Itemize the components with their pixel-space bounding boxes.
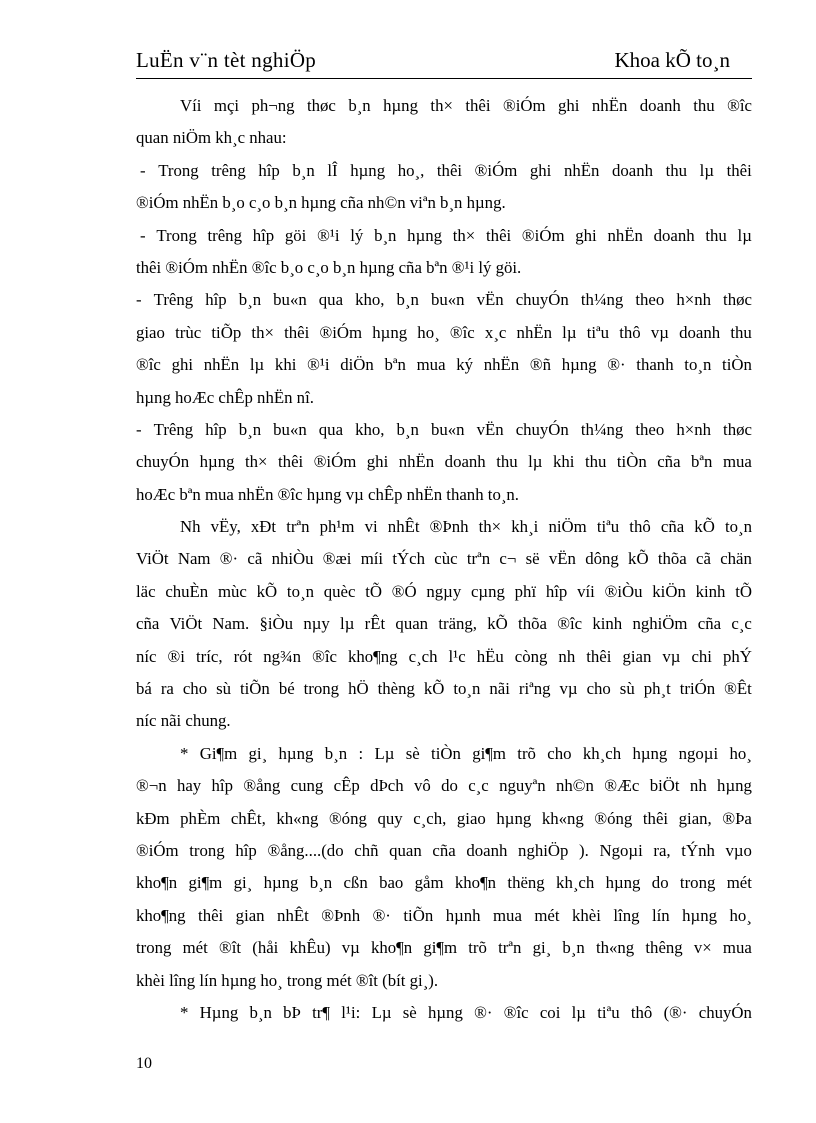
text-line: ViÖt Nam ®· cã nhiÒu ®æi míi tÝch cùc trªn c¬ së vËn dông kÕ thõa cã chän: [136, 549, 752, 569]
header-thesis-title: LuËn v¨n tèt nghiÖp: [136, 48, 317, 72]
text-line: ®iÓm nhËn b¸o c¸o b¸n hµng cña nh©n viªn b¸n hµng.: [136, 193, 506, 213]
text-line: trong mét ®ît (håi khÊu) vµ kho¶n gi¶m trõ trªn gi¸ b¸n th«ng thêng v× mua: [136, 938, 752, 958]
page-header: [136, 48, 752, 79]
header-department: Khoa kÕ to¸n: [614, 48, 730, 72]
text-line: ®îc ghi nhËn lµ khi ®¹i diÖn bªn mua ký nhËn ®ñ hµng ®· thanh to¸n tiÒn: [136, 355, 752, 375]
text-line: kÐm phÈm chÊt, kh«ng ®óng quy c¸ch, giao hµng kh«ng ®óng thêi gian, ®Þa: [136, 808, 752, 828]
text-line: kho¶n gi¶m gi¸ hµng b¸n cßn bao gåm kho¶n thëng kh¸ch hµng do trong mét: [136, 873, 752, 893]
text-line: hoÆc bªn mua nhËn ®îc hµng vµ chÊp nhËn thanh to¸n.: [136, 484, 520, 504]
text-line: giao trùc tiÕp th× thêi ®iÓm hµng ho¸ ®îc x¸c nhËn lµ tiªu thô vµ doanh thu: [136, 322, 752, 342]
text-line: kho¶ng thêi gian nhÊt ®Þnh ®· tiÕn hµnh mua mét khèi lîng lín hµng ho¸: [136, 905, 752, 925]
text-line: - Trêng hîp b¸n bu«n qua kho, b¸n bu«n vËn chuyÓn th¼ng theo h×nh thøc: [136, 419, 752, 439]
text-line: ®iÓm trong hîp ®ång....(do chñ quan cña doanh nghiÖp ). Ngoµi ra, tÝnh vµo: [136, 840, 752, 860]
text-line: chuyÓn hµng th× thêi ®iÓm ghi nhËn doanh thu lµ khi thu tiÒn cña bªn mua: [136, 452, 752, 472]
document-body: [136, 90, 752, 1029]
text-line: quan niÖm kh¸c nhau:: [136, 128, 287, 148]
text-line: Nh vËy, xÐt trªn ph¹m vi nhÊt ®Þnh th× kh¸i niÖm tiªu thô cña kÕ to¸n: [180, 517, 752, 537]
text-line: - Trêng hîp b¸n bu«n qua kho, b¸n bu«n vËn chuyÓn th¼ng theo h×nh thøc: [136, 290, 752, 310]
text-line: - Trong trêng hîp b¸n lÎ hµng ho¸, thêi ®iÓm ghi nhËn doanh thu lµ thêi: [140, 160, 752, 180]
text-line: * Hµng b¸n bÞ tr¶ l¹i: Lµ sè hµng ®· ®îc coi lµ tiªu thô (®· chuyÓn: [180, 1002, 752, 1022]
text-line: * Gi¶m gi¸ hµng b¸n : Lµ sè tiÒn gi¶m trõ cho kh¸ch hµng ngoµi ho¸: [180, 743, 752, 763]
text-line: läc chuÈn mùc kÕ to¸n quèc tÕ ®Ó ngµy cµng phï hîp víi ®iÒu kiÖn kinh tÕ: [136, 581, 752, 601]
text-line: khèi lîng lín hµng ho¸ trong mét ®ît (bít gi¸).: [136, 970, 439, 990]
text-line: Víi mçi ph¬ng thøc b¸n hµng th× thêi ®iÓm ghi nhËn doanh thu ®îc: [180, 96, 752, 115]
text-line: ®¬n hay hîp ®ång cung cÊp dÞch vô do c¸c nguyªn nh©n ®Æc biÖt nh hµng: [136, 776, 752, 796]
text-line: níc nãi chung.: [136, 711, 231, 731]
text-line: cña ViÖt Nam. §iÒu nµy lµ rÊt quan träng, kÕ thõa ®îc kinh nghiÖm cña c¸c: [136, 614, 752, 634]
text-line: níc ®i tríc, rót ng¾n ®îc kho¶ng c¸ch l¹c hËu còng nh thêi gian vµ chi phÝ: [136, 646, 752, 666]
text-line: - Trong trêng hîp göi ®¹i lý b¸n hµng th× thêi ®iÓm ghi nhËn doanh thu lµ: [140, 225, 752, 245]
text-line: hµng hoÆc chÊp nhËn nî.: [136, 387, 314, 407]
page-number: 10: [136, 1055, 152, 1072]
text-line: bá ra cho sù tiÕn bé trong hÖ thèng kÕ to¸n nãi riªng vµ cho sù ph¸t triÓn ®Êt: [136, 679, 752, 699]
text-line: thêi ®iÓm nhËn ®îc b¸o c¸o b¸n hµng cña bªn ®¹i lý göi.: [136, 257, 522, 277]
